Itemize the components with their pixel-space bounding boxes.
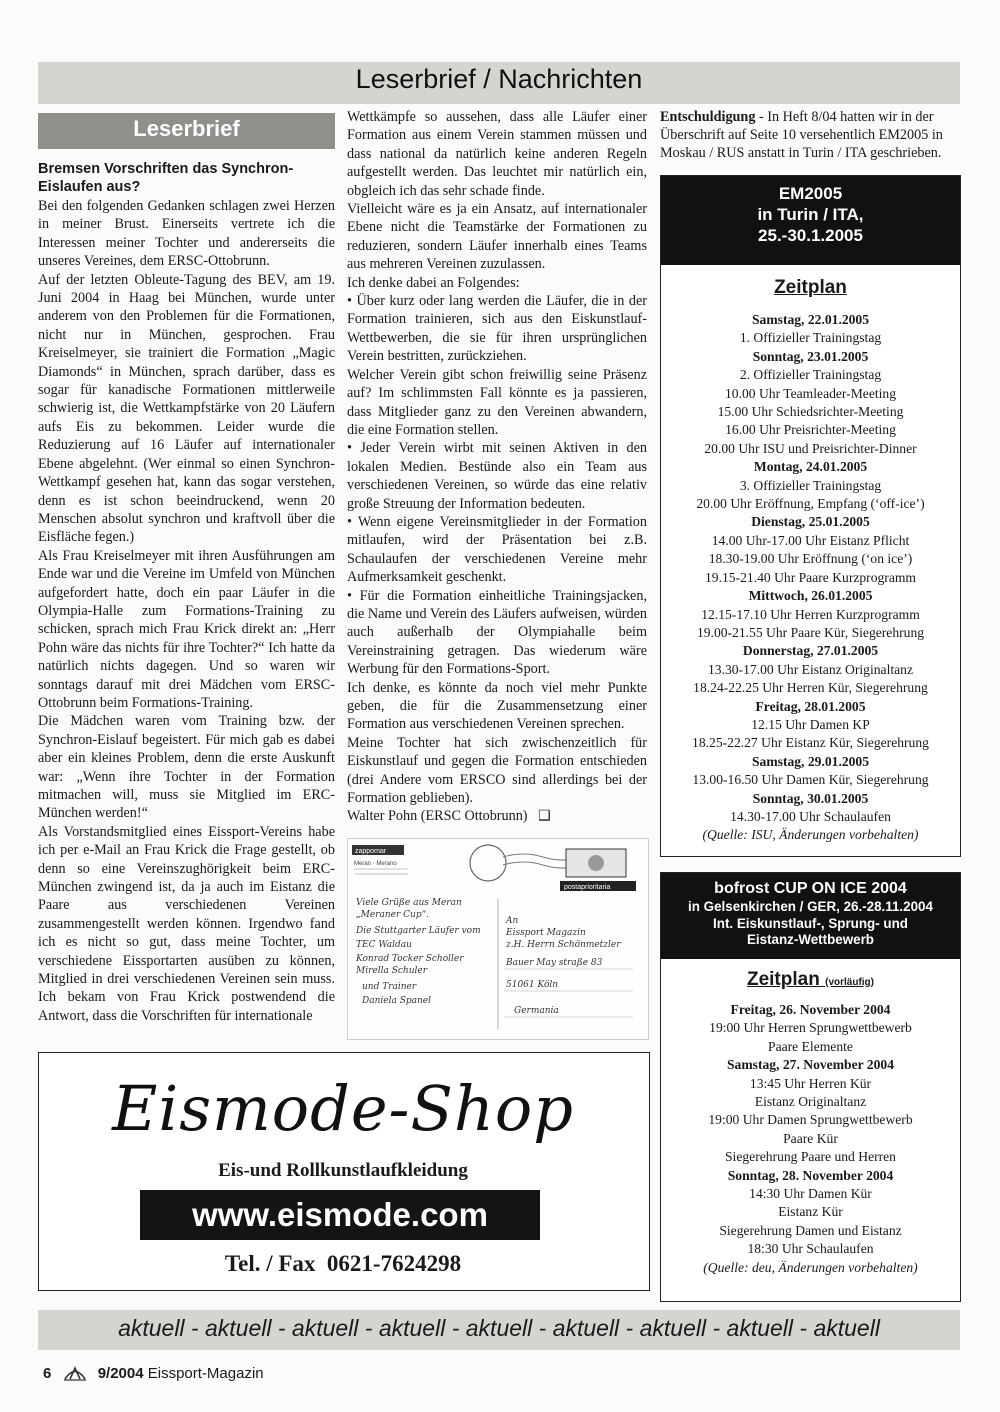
article-paragraph: Als Vorstandsmitglied eines Eissport-Vereins habe ich per e-Mail an Frau Krick die Frage gestellt, ob denn so eine Vereinszughörigkeit beim ERC-München zwingend ist, da ja auch im Eistanz die Paare aus verschiedenen Vereinen zusammengestellt werden können. Irgendwo fand ich es nicht so gut, dass meine Tochter, um verschiedene Eissportarten ausüben zu können, Mitglied in drei verschiedenen Vereinen sein muss. Ich bekam von Frau Krick postwendend die Antwort, dass die Vorschriften für internationale (38, 823, 335, 1024)
postcard-venue: Meran · Merano (354, 861, 397, 867)
schedule-item: 18:30 Uhr Schaulaufen (747, 1241, 874, 1257)
correction-note (660, 108, 960, 162)
postcard-message: Mirella Schuler (356, 966, 428, 976)
article-paragraph: Bei den folgenden Gedanken schlagen zwei Herzen in meiner Brust. Einerseits vertrete ich die Interessen meiner Tochter und andererseits die unseres Vereines, dem ERSC-Ottobrunn. (38, 198, 335, 270)
schedule-item: 18.24-22.25 Uhr Herren Kür, Siegerehrung (693, 680, 928, 696)
ad-phone (38, 1251, 648, 1277)
postcard-message: Konrad Tocker Scholler (356, 954, 464, 964)
schedule-day: Montag, 24.01.2005 (753, 459, 868, 475)
postcard-address: An (506, 916, 519, 926)
article-column-1 (38, 160, 335, 1025)
aktuell-banner: aktuell - aktuell - aktuell - aktuell - aktuell - aktuell - aktuell - aktuell - aktuell (118, 1315, 880, 1341)
correction-text: - In Heft 8/04 hatten wir in der Überschrift auf Seite 10 versehentlich EM2005 in Moskau / RUS anstatt in Turin / ITA geschrieben. (660, 109, 943, 161)
schedule-item: Eistanz Kür (778, 1204, 843, 1220)
cup-box (660, 872, 961, 1302)
article-paragraph: Ich denke, es könnte da noch viel mehr Punkte geben, die für die Zusammensetzung einer Formation aus verschiedenen Vereinen sprechen. (347, 679, 647, 733)
em2005-dates: 25.-30.1.2005 (758, 226, 863, 245)
schedule-day: Dienstag, 25.01.2005 (751, 514, 870, 530)
end-mark-icon: ❑ (538, 808, 551, 825)
ad-subtitle: Eis-und Rollkunstlaufkleidung (218, 1160, 468, 1181)
schedule-item: Paare Kür (783, 1130, 838, 1146)
schedule-item: 18.30-19.00 Uhr Eröffnung (‘on ice’) (708, 551, 913, 567)
postcard-image (347, 838, 649, 1040)
postcard-message: Viele Grüße aus Meran (356, 898, 462, 908)
postcard-address: Germania (514, 1006, 559, 1016)
schedule-item: Siegerehrung Damen und Eistanz (719, 1222, 902, 1238)
correction-label: Entschuldigung (660, 109, 756, 125)
cup-subtitle: Eistanz-Wettbewerb (747, 932, 874, 947)
schedule-item: Siegerehrung Paare und Herren (725, 1149, 896, 1165)
article-paragraph: Wettkämpfe so aussehen, dass alle Läufer einer Formation aus einem Verein stammen müssen und dass national da natürlich keine anderen Regeln aufgestellt werden. Das leuchtet mir natürlich ein, obgleich ich das sehr schade finde. (347, 109, 647, 199)
cup-subtitle: Int. Eiskunstlauf-, Sprung- und (713, 915, 908, 931)
article-column-2 (347, 108, 647, 826)
postcard-message: Die Stuttgarter Läufer vom (356, 926, 481, 936)
schedule-item: 12.15-17.10 Uhr Herren Kurzprogramm (701, 606, 920, 622)
schedule-item: 20.00 Uhr Eröffnung, Empfang (‘off-ice’) (696, 496, 925, 512)
magazine-logo-icon (62, 1362, 88, 1386)
postcard-stamp-text: postaprioritaria (564, 884, 611, 891)
schedule-item: Eistanz Originaltanz (754, 1094, 867, 1110)
ad-url-link[interactable]: www.eismode.com (192, 1196, 488, 1233)
schedule-item: 1. Offizieller Trainingstag (739, 330, 882, 346)
zeitplan-note: (vorläufig) (825, 977, 874, 988)
schedule-item: 2. Offizieller Trainingstag (739, 367, 882, 383)
schedule-item: 18.25-22.27 Uhr Eistanz Kür, Siegerehrung (692, 735, 929, 751)
schedule-day: Freitag, 28.01.2005 (755, 698, 866, 714)
article-paragraph: Vielleicht wäre es ja ein Ansatz, auf internationaler Ebene nicht die Teamstärke der Formationen zu reduzieren, sondern Läufer innerhalb eines Teams aus mehreren Vereinen zuzulassen. (347, 201, 647, 273)
page-title: Leserbrief / Nachrichten (355, 64, 643, 94)
cup-location: in Gelsenkirchen / GER, 26.-28.11.2004 (688, 899, 933, 914)
article-paragraph: Die Mädchen waren vom Training bzw. der Synchron-Eislauf begeistert. Für mich gab es dabei aber ein kleines Problem, denn die erste Auskunft war: „Wenn ihre Tochter in der Formation mitmachen will, muss sie Mitglied im ERC-München werden!“ (38, 713, 335, 822)
schedule-day: Donnerstag, 27.01.2005 (742, 643, 879, 659)
page-number: 6 (43, 1364, 52, 1382)
postcard-illustration (348, 839, 648, 1039)
schedule-item: 12.15 Uhr Damen KP (751, 716, 870, 732)
article-paragraph: Ich denke dabei an Folgendes: (347, 274, 520, 291)
schedule-source: (Quelle: ISU, Änderungen vorbehalten) (702, 827, 919, 843)
em2005-box (660, 175, 961, 857)
schedule-day: Mittwoch, 26.01.2005 (748, 588, 873, 604)
schedule-day: Sonntag, 23.01.2005 (752, 348, 869, 364)
article-paragraph: • Für die Formation einheitliche Trainingsjacken, die Name und Verein des Läufers aufweisen, würden auch außerhalb der Olympiahalle beim Vereinstraining getragen. Das wiederum wäre Werbung für den Formations-Sport. (347, 587, 647, 678)
schedule-source: (Quelle: deu, Änderungen vorbehalten) (703, 1259, 918, 1275)
article-paragraph: Welcher Verein gibt schon freiwillig seine Präsenz auf? Im schlimmsten Fall könnte es ja passieren, dass Mitglieder ganz zu den Vereinen abwandern, die eine Formation stellen. (347, 366, 647, 438)
postcard-address: Bauer May straße 83 (506, 958, 603, 968)
schedule-item: 19:00 Uhr Herren Sprungwettbewerb (709, 1020, 912, 1036)
article-paragraph: Meine Tochter hat sich zwischenzeitlich für Eiskunstlauf und gegen die Formation entschieden (drei Andere vom ERSCO sind allerdings bei der Formation geblieben). (347, 734, 647, 807)
postcard-message: TEC Waldau (356, 940, 412, 950)
ad-phone-number: 0621-7624298 (326, 1251, 462, 1276)
signature (347, 807, 647, 825)
ad-logo-text: Eismode-Shop (112, 1072, 574, 1145)
schedule-item: 10.00 Uhr Teamleader-Meeting (724, 385, 897, 401)
schedule-day: Freitag, 26. November 2004 (730, 1002, 891, 1017)
cup-schedule (661, 1001, 960, 1277)
schedule-item: 14.00 Uhr-17.00 Uhr Eistanz Pflicht (711, 532, 910, 548)
schedule-item: 20.00 Uhr ISU und Preisrichter-Dinner (704, 440, 917, 456)
cup-title: bofrost CUP ON ICE 2004 (714, 880, 907, 897)
schedule-item: 16.00 Uhr Preisrichter-Meeting (725, 422, 896, 438)
postcard-address: Eissport Magazin (506, 928, 586, 938)
schedule-item: Paare Elemente (768, 1038, 853, 1054)
signature-name: Walter Pohn (ERSC Ottobrunn) (347, 808, 528, 825)
zeitplan-title: Zeitplan (746, 969, 820, 990)
schedule-item: 19.00-21.55 Uhr Paare Kür, Siegerehrung (696, 624, 925, 640)
article-paragraph: Als Frau Kreiselmeyer mit ihren Ausführungen am Ende war und die Vereine im Umfeld von München aufgefordert hatte, doch ein paar Läufer in die Olympia-Halle zum Formations-Training zu schicken, sprach mich Frau Krick direkt an: „Herr Pohn wäre das nichts für ihre Tochter?“ Ich hatte da natürlich nichts dagegen. Und so waren wir sonntags darauf mit drei Mädchen vom ERSC-Ottobrunn beim Formations-Training. (38, 547, 335, 711)
schedule-item: 13:45 Uhr Herren Kür (749, 1075, 872, 1091)
zeitplan-heading: Zeitplan (774, 277, 847, 298)
article-paragraph: • Über kurz oder lang werden die Läufer, die in der Formation trainieren, sich aus den Eiskunstlauf-Wettbewerben, die sie für ihren ursprünglichen Verein bestritten, zurückziehen. (347, 293, 647, 365)
postcard-message: Daniela Spanel (362, 996, 431, 1006)
ad-phone-label: Tel. / Fax (224, 1251, 316, 1276)
em2005-schedule (661, 311, 960, 845)
magazine-name: Eissport-Magazin (147, 1364, 264, 1382)
schedule-day: Sonntag, 28. November 2004 (727, 1167, 894, 1183)
em2005-location: in Turin / ITA, (757, 205, 864, 224)
postcard-brand: zappomar (355, 848, 387, 855)
section-label: Leserbrief (133, 116, 240, 141)
schedule-item: 15.00 Uhr Schiedsrichter-Meeting (717, 404, 904, 420)
zeitplan-heading (661, 969, 960, 991)
schedule-item: 13.30-17.00 Uhr Eistanz Originaltanz (708, 661, 913, 677)
article-paragraph: Auf der letzten Obleute-Tagung des BEV, am 19. Juni 2004 in Haag bei München, wurde unter anderem von den Problemen für die Formationen, nicht nur in München, gesprochen. Frau Kreiselmeyer, sie trainiert die Formation „Magic Diamonds“ in München, sprach darüber, dass es sogar für kanadische Formationen mittlerweile schwierig ist, die Wettkampfstärke von 20 Läufern aufs Eis zu bekommen. Leider wurde die Reduzierung auf 16 Läufer auf internationaler Ebene abgelehnt. (Wer einmal so einen Synchron-Wettkampf gesehen hat, kann das sogar verstehen, denn es ist schon beeindruckend, wenn 20 Menschen absolut synchron und kraftvoll über die Eisfläche fegen.) (38, 271, 335, 546)
schedule-item: 13.00-16.50 Uhr Damen Kür, Siegerehrung (692, 772, 929, 788)
issue-number: 9/2004 (97, 1364, 144, 1382)
article-headline: Bremsen Vorschriften das Synchron-Eislaufen aus? (38, 161, 294, 195)
page-footer (43, 1362, 264, 1386)
schedule-item: 14:30 Uhr Damen Kür (749, 1186, 872, 1202)
postcard-address: 51061 Köln (506, 980, 559, 990)
postcard-message: „Meraner Cup“. (356, 910, 430, 920)
schedule-item: 14.30-17.00 Uhr Schaulaufen (730, 808, 891, 824)
schedule-day: Samstag, 29.01.2005 (751, 753, 870, 769)
schedule-day: Samstag, 27. November 2004 (726, 1057, 894, 1073)
schedule-day: Samstag, 22.01.2005 (751, 312, 870, 327)
schedule-item: 19.15-21.40 Uhr Paare Kurzprogramm (704, 569, 917, 585)
em2005-header (661, 176, 960, 265)
schedule-day: Sonntag, 30.01.2005 (752, 790, 869, 806)
em2005-title: EM2005 (778, 184, 843, 203)
postcard-message: und Trainer (362, 982, 417, 992)
postcard-address: z.H. Herrn Schönmetzler (506, 940, 621, 950)
article-paragraph: • Wenn eigene Vereinsmitglieder in der Formation mitlaufen, wird der Präsentation bei z.B. Schaulaufen der verschiedenen Vereine mehr Aufmerksamkeit geschenkt. (347, 513, 647, 586)
article-paragraph: • Jeder Verein wirbt mit seinen Aktiven in den lokalen Medien. Bestünde also ein Team aus verschiedenen Vereinen, so würde das eine relativ große Streuung der Information bedeuten. (347, 440, 647, 512)
schedule-item: 3. Offizieller Trainingstag (739, 477, 882, 493)
cup-header (661, 873, 960, 959)
schedule-item: 19:00 Uhr Damen Sprungwettbewerb (708, 1112, 913, 1128)
